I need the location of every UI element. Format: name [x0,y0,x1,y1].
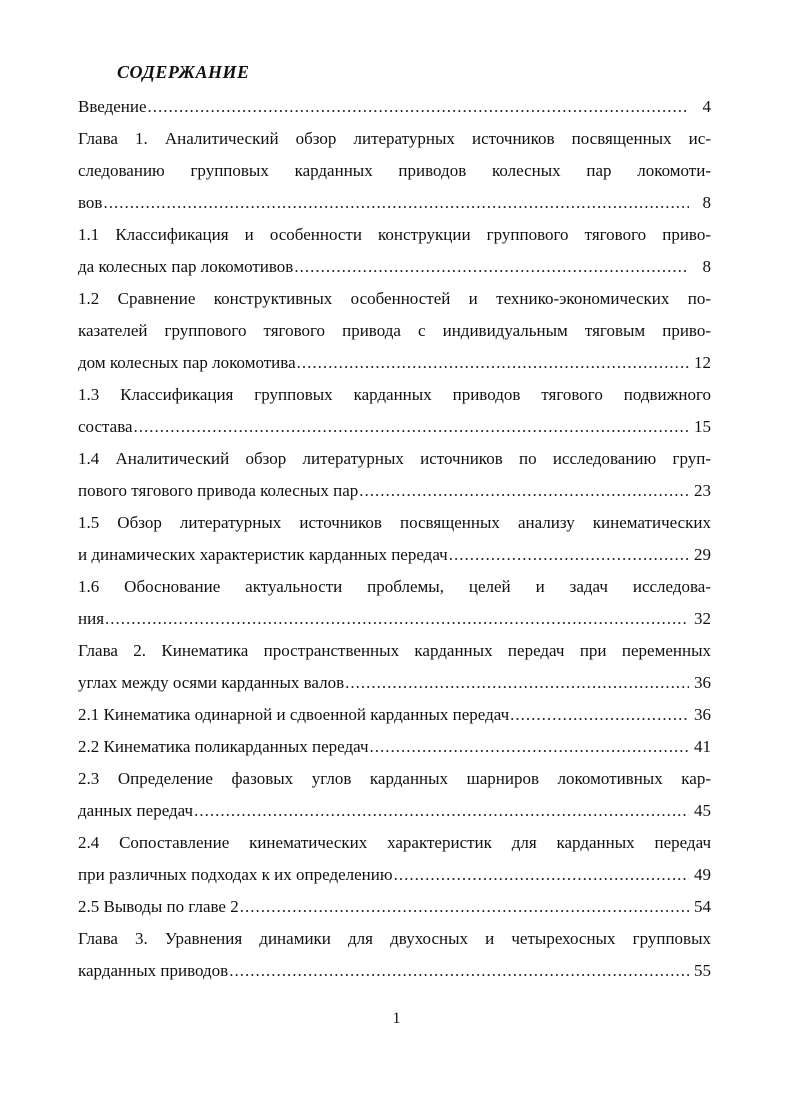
toc-entry-line: Глава 3. Уравнения динамики для двухосных и четырехосных групповых [78,929,711,948]
toc-entry-text: да колесных пар локомотивов [78,257,294,276]
toc-entry [78,763,711,827]
toc-entry-last-line [78,411,711,443]
toc-entry [78,635,711,699]
toc-entry-text: карданных приводов [78,961,229,980]
dot-leader [510,699,689,731]
toc-entry-line: следованию групповых карданных приводов колесных пар локомоти- [78,161,711,180]
toc-entry-line: 1.5 Обзор литературных источников посвященных анализу кинематических [78,513,711,532]
toc-entry-last-line [78,539,711,571]
toc-entry-line: Глава 2. Кинематика пространственных карданных передач при переменных [78,641,711,660]
toc-entry-last-line [78,347,711,379]
toc-entry-line: 1.2 Сравнение конструктивных особенностей и технико-экономических по- [78,289,711,308]
dot-leader [297,347,689,379]
toc-entry-text: 2.2 Кинематика поликарданных передач [78,737,369,756]
toc-page-ref: 8 [702,193,711,212]
toc-entry [78,571,711,635]
dot-leader [103,187,689,219]
toc-page-ref: 32 [694,609,711,628]
toc-entry-text: Введение [78,97,147,116]
toc-page-ref: 36 [694,705,711,724]
toc-entry-last-line [78,187,711,219]
toc-entry-line: 2.3 Определение фазовых углов карданных шарниров локомотивных кар- [78,769,711,788]
toc-entry [78,219,711,283]
toc-entry-last-line [78,251,711,283]
table-of-contents [78,91,711,987]
dot-leader [229,955,689,987]
toc-entry-last-line [78,603,711,635]
toc-entry-last-line [78,475,711,507]
toc-entry-last-line [78,667,711,699]
toc-page-ref: 41 [694,737,711,756]
toc-page-ref: 54 [694,897,711,916]
toc-page-ref: 8 [702,257,711,276]
dot-leader [105,603,689,635]
toc-entry-line: 1.1 Классификация и особенности конструкции группового тягового приво- [78,225,711,244]
toc-page-ref: 15 [694,417,711,436]
toc-page-ref: 23 [694,481,711,500]
toc-entry [78,923,711,987]
toc-entry-line: 1.4 Аналитический обзор литературных источников по исследованию груп- [78,449,711,468]
toc-entry-last-line [78,955,711,987]
toc-entry-last-line [78,891,711,923]
dot-leader [194,795,689,827]
toc-entry [78,379,711,443]
toc-entry [78,891,711,923]
toc-entry [78,731,711,763]
dot-leader [359,475,689,507]
dot-leader [148,91,689,123]
toc-entry-text: 2.5 Выводы по главе 2 [78,897,239,916]
toc-entry-last-line [78,91,711,123]
toc-page-ref: 12 [694,353,711,372]
dot-leader [345,667,689,699]
toc-page-ref: 36 [694,673,711,692]
dot-leader [294,251,689,283]
toc-entry-text: и динамических характеристик карданных передач [78,545,448,564]
toc-entry [78,507,711,571]
toc-entry-last-line [78,795,711,827]
toc-entry-text: ния [78,609,105,628]
toc-page-ref: 45 [694,801,711,820]
toc-entry [78,827,711,891]
toc-entry [78,443,711,507]
toc-title: СОДЕРЖАНИЕ [117,62,250,82]
dot-leader [240,891,689,923]
toc-page-ref: 29 [694,545,711,564]
toc-entry [78,123,711,219]
toc-entry-text: вов [78,193,103,212]
dot-leader [370,731,689,763]
dot-leader [134,411,689,443]
toc-entry [78,91,711,123]
toc-page-ref: 49 [694,865,711,884]
toc-entry-last-line [78,699,711,731]
toc-entry-line: Глава 1. Аналитический обзор литературных источников посвященных ис- [78,129,711,148]
toc-entry-last-line [78,731,711,763]
toc-entry-text: углах между осями карданных валов [78,673,345,692]
toc-entry-text: дом колесных пар локомотива [78,353,296,372]
toc-entry-text: пового тягового привода колесных пар [78,481,359,500]
toc-entry-text: при различных подходах к их определению [78,865,393,884]
toc-entry-last-line [78,859,711,891]
toc-entry [78,699,711,731]
toc-entry-line: казателей группового тягового привода с индивидуальным тяговым приво- [78,321,711,340]
page-number: 1 [392,1010,401,1027]
toc-entry [78,283,711,379]
toc-entry-line: 2.4 Сопоставление кинематических характеристик для карданных передач [78,833,711,852]
toc-page-ref: 4 [702,97,711,116]
toc-page-ref: 55 [694,961,711,980]
toc-entry-text: данных передач [78,801,194,820]
toc-entry-line: 1.3 Классификация групповых карданных приводов тягового подвижного [78,385,711,404]
toc-entry-text: состава [78,417,133,436]
toc-entry-text: 2.1 Кинематика одинарной и сдвоенной карданных передач [78,705,510,724]
dot-leader [449,539,689,571]
dot-leader [394,859,689,891]
toc-entry-line: 1.6 Обоснование актуальности проблемы, целей и задач исследова- [78,577,711,596]
